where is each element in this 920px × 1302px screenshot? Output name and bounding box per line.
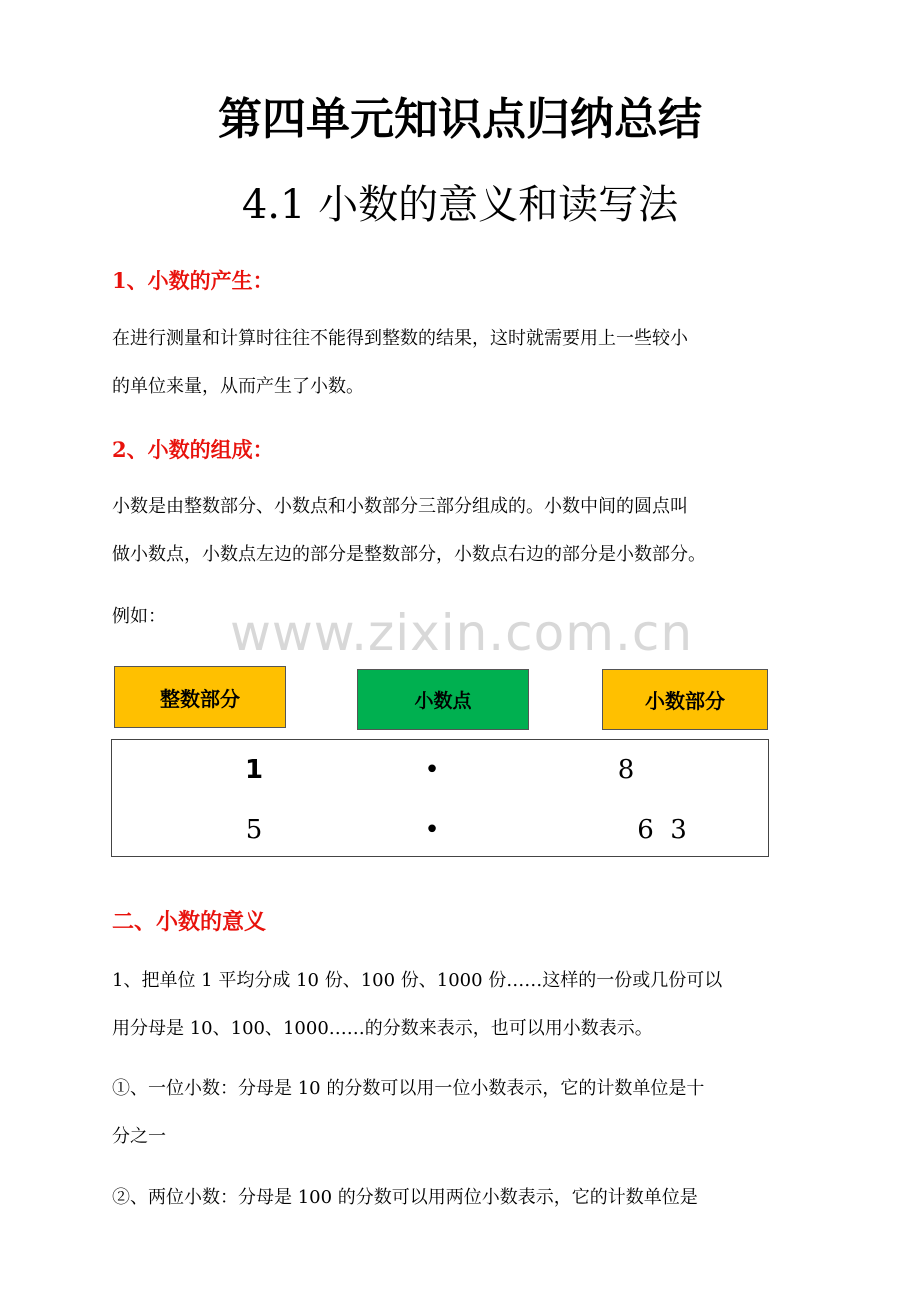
- decimal-part-label: 小数部分: [602, 669, 768, 730]
- example-row2-point: •: [424, 815, 440, 845]
- section3-p1-line2: 用分母是 10、100、1000……的分数来表示，也可以用小数表示。: [112, 1018, 653, 1039]
- page-title: 第四单元知识点归纳总结: [218, 94, 702, 145]
- example-label: 例如：: [112, 606, 166, 627]
- watermark: www.zixin.com.cn: [230, 604, 694, 662]
- example-row2-decimal: 6 3: [637, 815, 687, 845]
- section3-heading: 二、小数的意义: [112, 909, 267, 935]
- page-subtitle: 4.1 小数的意义和读写法: [241, 182, 679, 228]
- section2-text-line1: 小数是由整数部分、小数点和小数部分三部分组成的。小数中间的圆点叫: [112, 496, 688, 517]
- example-row1-decimal: 8: [617, 755, 635, 785]
- integer-part-label: 整数部分: [114, 666, 286, 728]
- section3-p2-line1: ①、一位小数：分母是 10 的分数可以用一位小数表示，它的计数单位是十: [112, 1078, 705, 1099]
- section2-text-line2: 做小数点，小数点左边的部分是整数部分，小数点右边的部分是小数部分。: [112, 544, 706, 565]
- example-row2-integer: 5: [245, 815, 263, 845]
- section2-heading: 2、小数的组成：: [112, 437, 274, 462]
- section3-p1-line1: 1、把单位 1 平均分成 10 份、100 份、1000 份……这样的一份或几份可以: [112, 970, 723, 991]
- decimal-point-label: 小数点: [357, 669, 529, 730]
- example-row1-integer: 1: [244, 755, 264, 785]
- section1-text-line1: 在进行测量和计算时往往不能得到整数的结果，这时就需要用上一些较小: [112, 328, 688, 349]
- section1-heading: 1、小数的产生：: [112, 268, 274, 293]
- example-row1-point: •: [424, 755, 440, 785]
- section3-p2-line2: 分之一: [112, 1126, 166, 1147]
- section1-text-line2: 的单位来量，从而产生了小数。: [112, 376, 364, 397]
- section3-p3-line1: ②、两位小数：分母是 100 的分数可以用两位小数表示，它的计数单位是: [112, 1187, 698, 1208]
